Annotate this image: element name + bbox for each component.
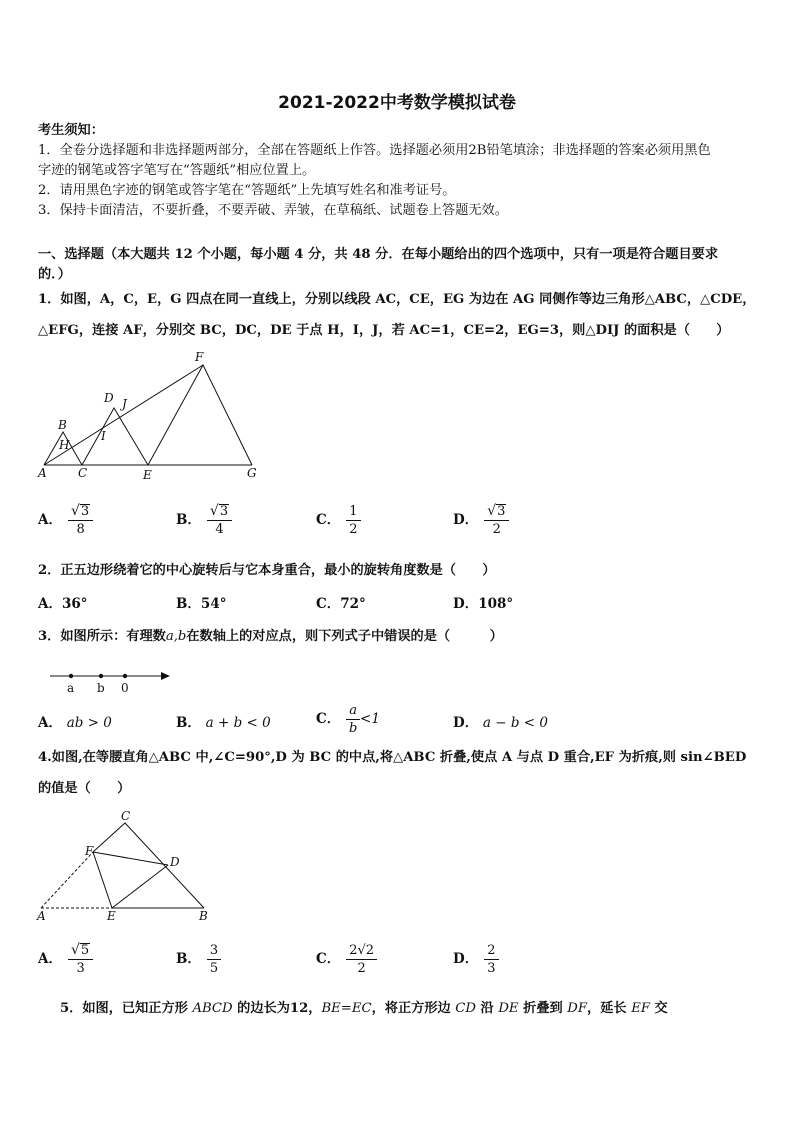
fig4-label-e: E <box>107 909 116 923</box>
fig1-label-a: A <box>38 466 47 480</box>
notice-line-2: 字迹的钢笔或答字笔写在“答题纸”相应位置上。 <box>38 163 316 178</box>
notice-line-3: 2．请用黑色字迹的钢笔或答字笔在“答题纸”上先填写姓名和准考证号。 <box>38 183 456 198</box>
q4-stem-line-1: 4.如图,在等腰直角△ABC 中,∠C=90°,D 为 BC 的中点,将△ABC 折叠,使点 A 与点 D 重合,EF 为折痕,则 sin∠BED <box>38 750 747 765</box>
q2-option-c[interactable]: C．72° <box>316 596 366 612</box>
q4-option-b[interactable]: B． $\frac{3}{5}$ <box>176 942 221 977</box>
axis-label-b: b <box>97 681 105 695</box>
fig1-label-c: C <box>78 466 88 480</box>
q4-option-a[interactable]: A． √ 5 3 <box>38 942 93 977</box>
q3-option-c[interactable]: C． $\frac{a}{b}$ <1 <box>316 703 380 736</box>
q3-option-a[interactable]: A． ab > 0 <box>38 715 112 731</box>
fig4-label-b: B <box>199 909 208 923</box>
fig1-label-g: G <box>247 466 257 480</box>
q1-option-b[interactable]: B． √ 3 4 <box>176 503 232 538</box>
page-title: 2021-2022中考数学模拟试卷 <box>278 93 516 113</box>
q2-stem: 2．正五边形绕着它的中心旋转后与它本身重合，最小的旋转角度数是（ ） <box>38 563 496 578</box>
q4-stem-line-2: 的值是（ ） <box>38 781 131 796</box>
fig1-label-f: F <box>195 350 204 364</box>
axis-label-zero: 0 <box>121 681 129 695</box>
q3-option-d[interactable]: D． a − b < 0 <box>453 715 548 731</box>
notice-heading: 考生须知： <box>38 123 104 138</box>
q3-stem: 3．如图所示：有理数a,b在数轴上的对应点，则下列式子中错误的是（ ） <box>38 629 503 644</box>
q4-folded-triangle-figure <box>34 806 220 928</box>
section-heading-line-1: 一、选择题（本大题共 12 个小题，每小题 4 分，共 48 分．在每小题给出的四个选项中，只有一项是符合题目要求 <box>38 247 719 262</box>
q2-option-b[interactable]: B．54° <box>176 596 227 612</box>
q2-option-a[interactable]: A．36° <box>38 596 88 612</box>
fig1-label-b: B <box>58 418 67 432</box>
fig4-label-f: F <box>85 844 94 858</box>
fig1-label-d: D <box>104 391 114 405</box>
q4-option-c[interactable]: C． $\frac{2√2}{2}$ <box>316 942 377 977</box>
q1-stem-line-2: △EFG，连接 AF，分别交 BC，DC，DE 于点 H，I，J，若 AC=1，CE=2，EG=3，则△DIJ 的面积是（ ） <box>38 323 730 338</box>
fig1-label-h: H <box>59 438 70 452</box>
q1-option-d[interactable]: D． √ 3 2 <box>453 503 509 538</box>
notice-line-4: 3．保持卡面清洁，不要折叠，不要弄破、弄皱，在草稿纸、试题卷上答题无效。 <box>38 203 508 218</box>
q5-stem: 5．如图，已知正方形 ABCD 的边长为12，BE=EC，将正方形边 CD 沿 DE 折叠到 DF，延长 EF 交 <box>60 1001 668 1016</box>
q1-option-c[interactable]: C． $\frac{1}{2}$ <box>316 503 361 538</box>
q2-option-d[interactable]: D．108° <box>453 596 514 612</box>
fig1-label-e: E <box>143 468 152 482</box>
section-heading-line-2: 的．） <box>38 267 71 282</box>
axis-label-a: a <box>67 681 75 695</box>
q1-stem-line-1: 1．如图，A，C，E，G 四点在同一直线上，分别以线段 AC，CE，EG 为边在 AG 同侧作等边三角形△ABC，△CDE， <box>38 292 756 307</box>
q3-option-b[interactable]: B． a + b < 0 <box>176 715 271 731</box>
fig1-label-j: J <box>122 397 127 411</box>
q1-option-a[interactable]: A． √ 3 8 <box>38 503 93 538</box>
fig4-label-c: C <box>121 809 131 823</box>
q1-triangles-figure <box>34 345 264 485</box>
fig4-label-a: A <box>37 909 46 923</box>
notice-line-1: 1．全卷分选择题和非选择题两部分，全部在答题纸上作答。选择题必须用2B铅笔填涂；非选择题的答案必须用黑色 <box>38 143 711 158</box>
q3-number-line-figure <box>44 666 178 696</box>
fig4-label-d: D <box>170 855 180 869</box>
fig1-label-i: I <box>101 429 106 443</box>
q4-option-d[interactable]: D． $\frac{2}{3}$ <box>453 942 499 977</box>
